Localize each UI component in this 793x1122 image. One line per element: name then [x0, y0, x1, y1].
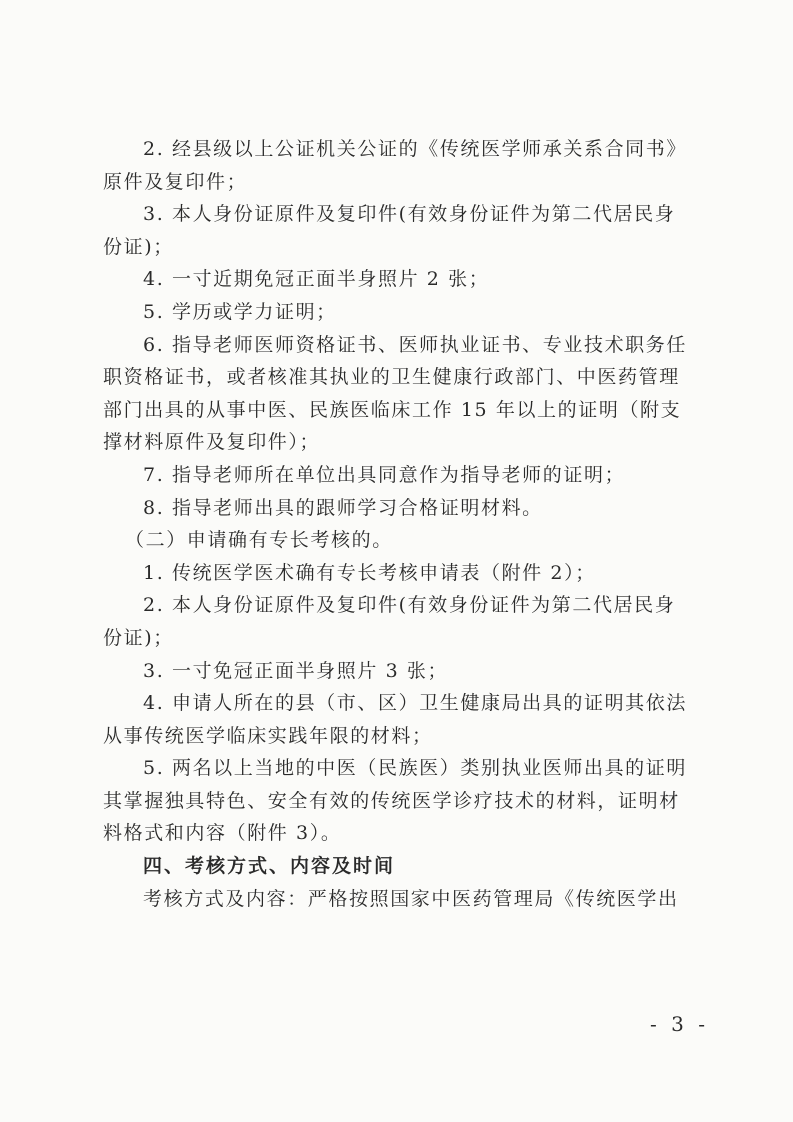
- list-item-5-continuation-1: 其掌握独具特色、安全有效的传统医学诊疗技术的材料，证明材: [103, 789, 680, 812]
- list-item-2-notarized-contract: 2. 经县级以上公证机关公证的《传统医学师承关系合同书》: [143, 138, 687, 160]
- list-item-1-application-form: 1. 传统医学医术确有专长考核申请表（附件 2）；: [143, 561, 596, 584]
- list-item-3-continuation: 份证)；: [103, 235, 174, 258]
- list-item-2-id-continuation: 份证)；: [103, 626, 174, 649]
- list-item-8-mentor-proof: 8. 指导老师出具的跟师学习合格证明材料。: [143, 496, 543, 519]
- list-item-6-continuation-2: 部门出具的从事中医、民族医临床工作 15 年以上的证明（附支: [103, 398, 682, 421]
- section-heading-expertise: （二）申请确有专长考核的。: [125, 529, 393, 552]
- list-item-6-mentor-certificates: 6. 指导老师医师资格证书、医师执业证书、专业技术职务任: [143, 333, 687, 356]
- list-item-7-mentor-unit: 7. 指导老师所在单位出具同意作为指导老师的证明；: [143, 463, 626, 486]
- list-item-6-continuation-1: 职资格证书，或者核准其执业的卫生健康行政部门、中医药管理: [103, 366, 680, 389]
- paragraph-assessment-method: 考核方式及内容：严格按照国家中医药管理局《传统医学出: [143, 887, 679, 910]
- list-item-5-education: 5. 学历或学力证明；: [143, 300, 337, 323]
- page-number: - 3 -: [650, 1012, 709, 1036]
- document-body: [103, 133, 703, 915]
- list-item-3-id-card: 3. 本人身份证原件及复印件(有效身份证件为第二代居民身: [143, 203, 676, 226]
- list-item-6-continuation-3: 撑材料原件及复印件）；: [103, 431, 321, 454]
- list-item-4-photos: 4. 一寸近期免冠正面半身照片 2 张；: [143, 268, 490, 291]
- list-item-4-county-proof: 4. 申请人所在的县（市、区）卫生健康局出具的证明其依法: [143, 692, 687, 715]
- list-item-2-id-card: 2. 本人身份证原件及复印件(有效身份证件为第二代居民身: [143, 594, 676, 617]
- list-item-3-photos: 3. 一寸免冠正面半身照片 3 张；: [143, 659, 449, 682]
- list-item-4-continuation: 从事传统医学临床实践年限的材料；: [103, 724, 433, 747]
- list-item-2-continuation: 原件及复印件；: [103, 170, 248, 193]
- section-heading-assessment: 四、考核方式、内容及时间: [143, 855, 396, 878]
- list-item-5-physician-proof: 5. 两名以上当地的中医（民族医）类别执业医师出具的证明: [143, 757, 687, 780]
- list-item-5-continuation-2: 料格式和内容（附件 3）。: [103, 822, 342, 845]
